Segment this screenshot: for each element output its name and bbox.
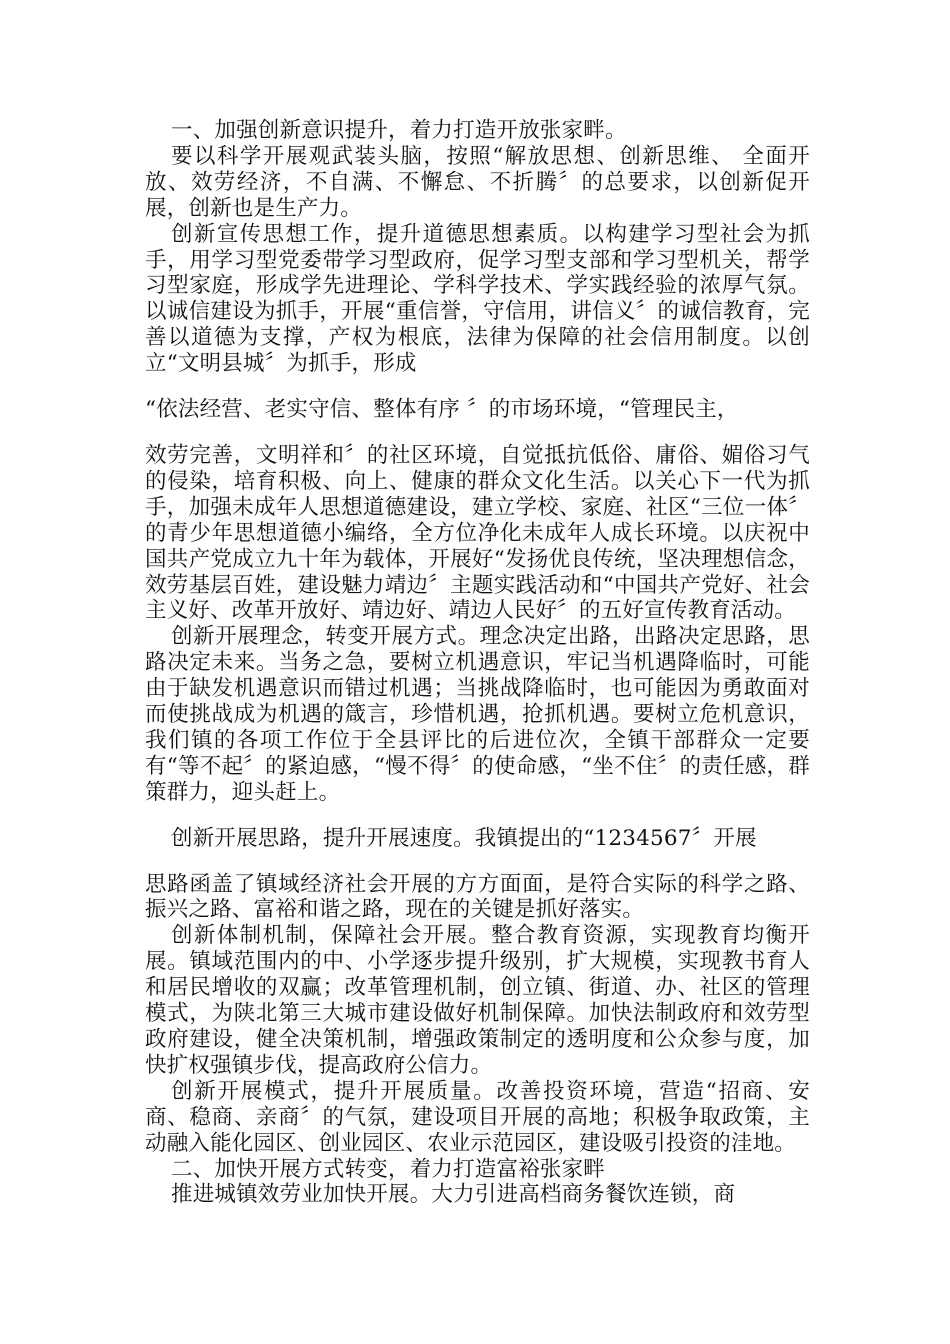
paragraph-thinking-line: 创新开展思路，提升开展速度。我镇提出的“1234567〞开展 bbox=[171, 825, 757, 851]
section-heading-1: 一、加强创新意识提升，着力打造开放张家畔。 bbox=[171, 118, 627, 143]
section-heading-2: 二、加快开展方式转变，着力打造富裕张家畔 bbox=[171, 1156, 606, 1182]
paragraph-mode: 创新开展模式，提升开展质量。改善投资环境，营造“招商、安商、稳商、亲商〞的气氛，建设项目开展的高地；积极争取政策，主动融入能化园区、创业园区、农业示范园区，建设吸引投资的洼地。 bbox=[145, 1078, 810, 1156]
paragraph-market-line: “依法经营、老实守信、整体有序 〞的市场环境，“管理民主， bbox=[145, 397, 739, 423]
paragraph-concept: 创新开展理念，转变开展方式。理念决定出路，出路决定思路，思路决定未来。当务之急，要树立机遇意识，牢记当机遇降临时，可能由于缺发机遇意识而错过机遇；当挑战降临时，也可能因为勇敢面对而使挑战成为机遇的箴言，珍惜机遇，抢抓机遇。要树立危机意识，我们镇的各项工作位于全县评比的后进位次，全镇干部群众一定要有“等不起〞的紧迫感，“慢不得〞的使命感，“坐不住〞的责任感，群策群力，迎头赶上。 bbox=[145, 624, 810, 805]
paragraph-services: 推进城镇效劳业加快开展。大力引进高档商务餐饮连锁，商 bbox=[171, 1182, 736, 1208]
paragraph-mechanism: 创新体制机制，保障社会开展。整合教育资源，实现教育均衡开展。镇域范围内的中、小学逐步提升级别，扩大规模，实现教书育人和居民增收的双赢；改革管理机制，创立镇、街道、办、社区的管理模式，为陕北第三大城市建设做好机制保障。加快法制政府和效劳型政府建设，健全决策机制，增强政策制定的透明度和公众参与度，加快扩权强镇步伐，提高政府公信力。 bbox=[145, 923, 810, 1078]
paragraph-propaganda: 创新宣传思想工作，提升道德思想素质。以构建学习型社会为抓手，用学习型党委带学习型政府，促学习型支部和学习型机关，帮学习型家庭，形成学先进理论、学科学技术、学实践经验的浓厚气氛。以诚信建设为抓手，开展“重信誉，守信用，讲信义〞的诚信教育，完善以道德为支撑，产权为根底，法律为保障的社会信用制度。以创立“文明县城〞为抓手，形成 bbox=[145, 221, 810, 377]
document-body bbox=[145, 118, 810, 1208]
paragraph-community: 效劳完善，文明祥和〞的社区环境，自觉抵抗低俗、庸俗、媚俗习气的侵染，培育积极、向上、健康的群众文化生活。以关心下一代为抓手，加强未成年人思想道德建设，建立学校、家庭、社区“三位一体〞的青少年思想道德小编络，全方位净化未成年人成长环境。以庆祝中国共产党成立九十年为载体，开展好“发扬优良传统，坚决理想信念，效劳基层百姓，建设魅力靖边〞主题实践活动和“中国共产党好、社会主义好、改革开放好、靖边好、靖边人民好〞的五好宣传教育活动。 bbox=[145, 442, 810, 624]
paragraph-intro: 要以科学开展观武装头脑，按照“解放思想、创新思维、 全面开放、效劳经济，不自满、不懈怠、不折腾〞的总要求，以创新促开展，创新也是生产力。 bbox=[145, 143, 810, 221]
paragraph-thinking: 思路函盖了镇域经济社会开展的方方面面，是符合实际的科学之路、振兴之路、富裕和谐之路，现在的关键是抓好落实。 bbox=[145, 871, 810, 923]
